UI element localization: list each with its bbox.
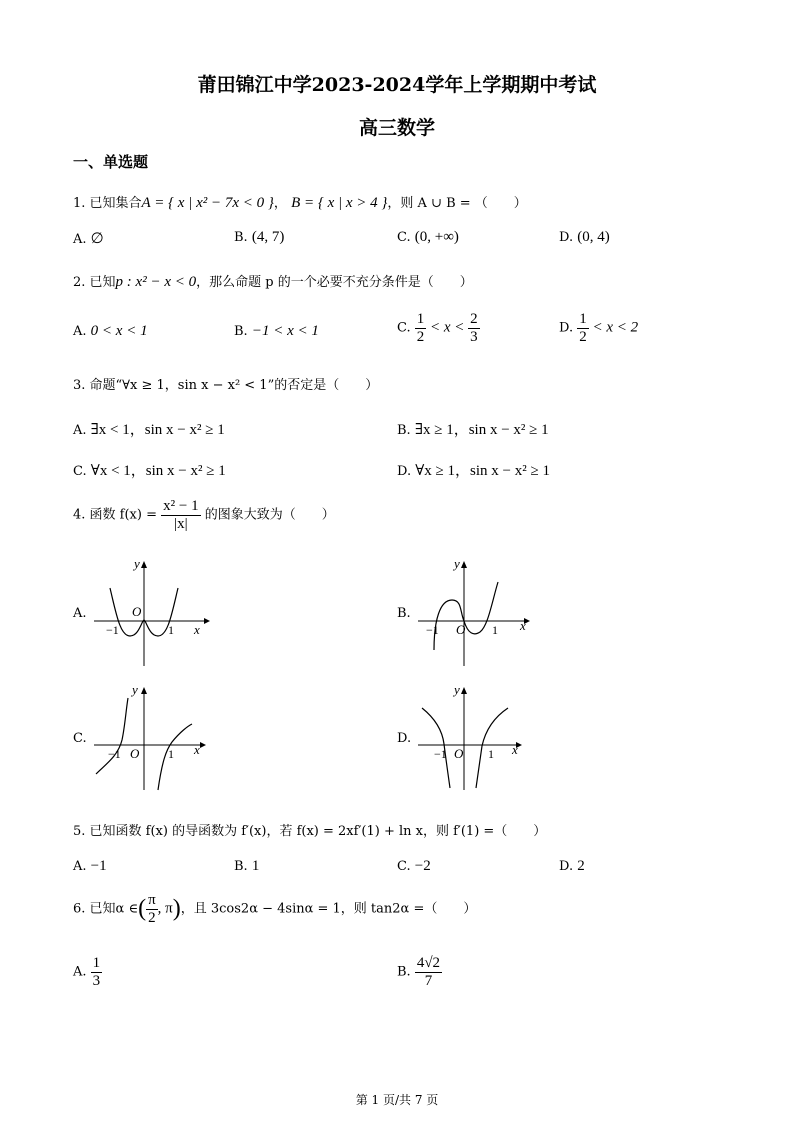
graph-b-tick-neg: −1 — [426, 623, 439, 637]
q2-option-d: D. $\frac{1}{2}$ < x < 2 — [559, 311, 639, 345]
graph-b-y-label: y — [454, 558, 460, 571]
q2-option-a: A. 0 < x < 1 — [73, 323, 148, 339]
q4-option-a: A. — [73, 606, 87, 621]
section-heading: 一、单选题 — [73, 153, 149, 171]
graph-c — [92, 682, 217, 794]
q4-option-d: D. — [397, 731, 412, 746]
graph-d-x-label: x — [512, 742, 518, 757]
graph-b-origin: O — [456, 622, 466, 637]
q1-sep: ， — [273, 196, 287, 211]
q5-option-d: D. 2 — [559, 858, 585, 874]
q1-option-a: A. ∅ — [73, 231, 104, 247]
q3-option-b: B. ∃x ≥ 1，sin x − x² ≥ 1 — [397, 422, 549, 438]
q3-option-a: A. ∃x < 1，sin x − x² ≥ 1 — [73, 422, 225, 438]
q5-option-a: A. −1 — [73, 858, 107, 874]
question-3: 3. 命题“∀x ≥ 1，sin x − x² < 1”的否定是（ ） — [73, 378, 379, 393]
graph-c-tick-pos: 1 — [168, 747, 174, 761]
graph-c-x-label: x — [194, 742, 200, 757]
graph-a-y-label: y — [134, 558, 140, 571]
q1-option-d: D. (0, 4) — [559, 229, 610, 245]
q2-proposition: p : x² − x < 0 — [115, 274, 197, 290]
q3-option-c: C. ∀x < 1，sin x − x² ≥ 1 — [73, 463, 226, 479]
graph-a-tick-neg: −1 — [106, 623, 119, 637]
q4-option-c: C. — [73, 731, 87, 746]
graph-d-y-label: y — [454, 682, 460, 697]
q2-option-b: B. −1 < x < 1 — [234, 323, 319, 339]
q1-option-c: C. (0, +∞) — [397, 229, 459, 245]
graph-d-tick-neg: −1 — [434, 747, 447, 761]
graph-b — [416, 558, 541, 670]
exam-subtitle: 高三数学 — [358, 117, 435, 139]
question-2: 2. 已知p : x² − x < 0，那么命题 p 的一个必要不充分条件是（ ） — [73, 274, 473, 290]
q6-option-a: A. $\frac{1}{3}$ — [73, 955, 101, 989]
q5-option-c: C. −2 — [397, 858, 431, 874]
graph-a — [92, 558, 217, 670]
exam-title: 莆田锦江中学2023-2024学年上学期期中考试 — [197, 74, 597, 96]
graph-a-tick-pos: 1 — [168, 623, 174, 637]
q6-option-b: B. $\frac{4√2}{7}$ — [397, 955, 441, 989]
graph-c-origin: O — [130, 746, 140, 761]
q2-option-c: C. $\frac{1}{2}$ < x < $\frac{2}{3}$ — [397, 311, 478, 345]
question-4: 4. 函数 f(x) = $\frac{\text{x² − 1}}{|x|}$ 的图象大致为（ ） — [73, 498, 335, 532]
graph-b-tick-pos: 1 — [492, 623, 498, 637]
graph-d-origin: O — [454, 746, 464, 761]
q1-ask: ，则 A ∪ B = （ ） — [387, 196, 527, 211]
question-5: 5. 已知函数 f(x) 的导函数为 f′(x)，若 f(x) = 2xf′(1) + ln x，则 f′(1) =（ ） — [73, 824, 547, 839]
q5-option-b: B. 1 — [234, 858, 260, 874]
page-footer: 第 1 页/共 7 页 — [355, 1093, 439, 1107]
q4-option-b: B. — [397, 606, 411, 621]
graph-a-x-label: x — [194, 622, 200, 637]
graph-d — [416, 682, 541, 794]
question-1 — [73, 192, 527, 212]
graph-c-y-label: y — [132, 682, 138, 697]
graph-d-tick-pos: 1 — [488, 747, 494, 761]
q1-set-a: A = { x | x² − 7x < 0 } — [141, 195, 274, 211]
graph-a-origin: O — [132, 604, 142, 619]
question-6: 6. 已知α ∈( $\frac{\pi}{2}$ , π)，且 3cos2α − 4sinα = 1，则 tan2α =（ ） — [73, 892, 477, 926]
q1-set-b: B = { x | x > 4 } — [291, 195, 388, 211]
q3-option-d: D. ∀x ≥ 1，sin x − x² ≥ 1 — [397, 463, 550, 479]
graph-b-x-label: x — [520, 618, 526, 633]
graph-c-tick-neg: −1 — [108, 747, 121, 761]
q1-prefix: 1. 已知集合 — [73, 196, 142, 211]
q1-option-b: B. (4, 7) — [234, 229, 285, 245]
